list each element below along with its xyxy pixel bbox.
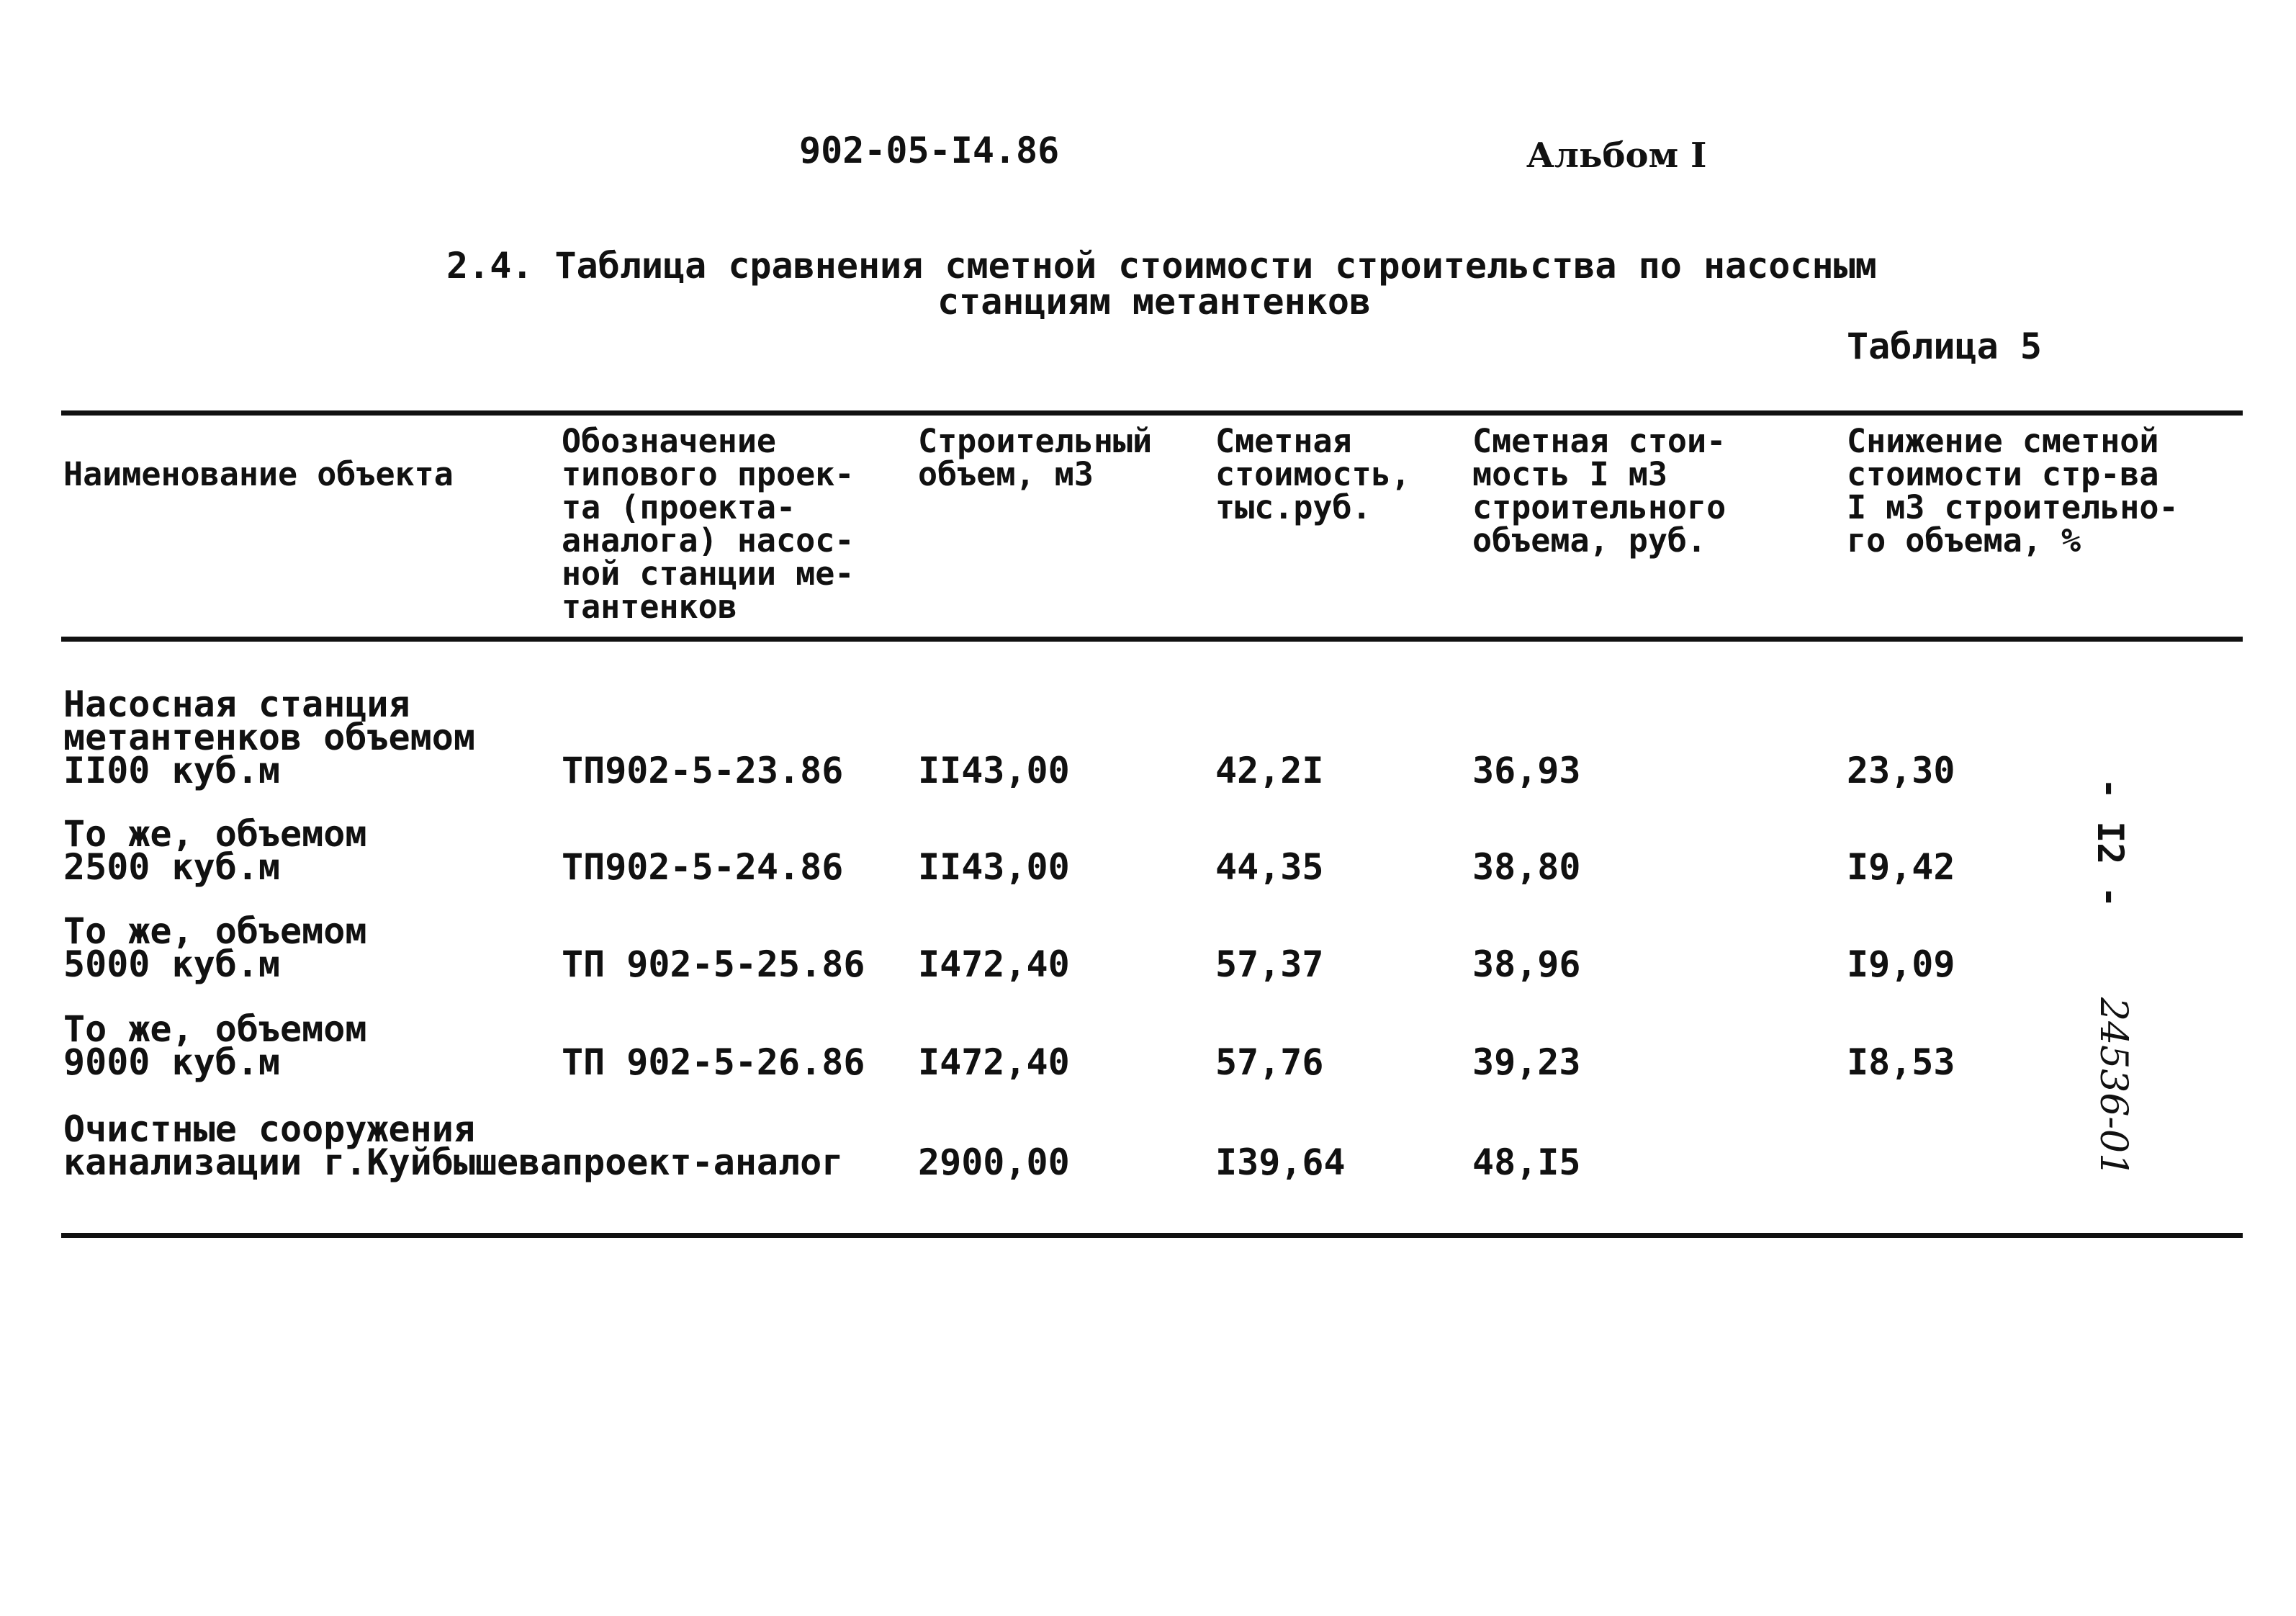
- row-5-name: Очистные сооружения канализации г.Куйбышева: [63, 1108, 562, 1183]
- row-2-volume: II43,00: [918, 846, 1070, 888]
- inventory-number: 24536-01: [2092, 997, 2135, 1177]
- row-1-volume: II43,00: [918, 750, 1070, 791]
- row-2-unit-cost: 38,80: [1472, 846, 1581, 888]
- row-3-reduction: I9,09: [1847, 943, 1955, 985]
- row-2-reduction: I9,42: [1847, 846, 1955, 888]
- row-4-name: То же, объемом 9000 куб.м: [63, 1008, 367, 1083]
- table-top-rule: [61, 410, 2243, 416]
- column-header-unit-cost: Сметная стои- мость I м3 строительного объема, руб.: [1472, 422, 1726, 560]
- row-3-volume: I472,40: [918, 943, 1070, 985]
- column-header-reduction: Снижение сметной стоимости стр-ва I м3 строительно- го объема, %: [1847, 422, 2179, 560]
- row-4-cost: 57,76: [1215, 1041, 1324, 1083]
- row-3-name: То же, объемом 5000 куб.м: [63, 910, 367, 985]
- row-1-cost: 42,2I: [1215, 750, 1324, 791]
- table-bottom-rule: [61, 1233, 2243, 1238]
- row-1-unit-cost: 36,93: [1472, 750, 1581, 791]
- row-4-project: ТП 902-5-26.86: [562, 1041, 865, 1083]
- row-5-unit-cost: 48,I5: [1472, 1141, 1581, 1183]
- column-header-volume: Строительный объем, м3: [918, 422, 1153, 493]
- row-2-name: То же, объемом 2500 куб.м: [63, 813, 367, 888]
- row-1-project: ТП902-5-23.86: [562, 750, 844, 791]
- column-header-name: Наименование объекта: [63, 455, 454, 493]
- table-title-line-1: 2.4. Таблица сравнения сметной стоимости строительства по насосным: [446, 245, 1877, 287]
- table-header-rule: [61, 637, 2243, 642]
- row-3-unit-cost: 38,96: [1472, 943, 1581, 985]
- page-number: - I2 -: [2089, 778, 2131, 908]
- row-1-reduction: 23,30: [1847, 750, 1955, 791]
- row-2-cost: 44,35: [1215, 846, 1324, 888]
- row-4-reduction: I8,53: [1847, 1041, 1955, 1083]
- row-2-project: ТП902-5-24.86: [562, 846, 844, 888]
- album-label: Альбом I: [1526, 135, 1707, 176]
- row-5-project: проект-аналог: [562, 1141, 844, 1183]
- row-3-cost: 57,37: [1215, 943, 1324, 985]
- document-code: 902-05-I4.86: [799, 130, 1060, 171]
- row-4-volume: I472,40: [918, 1041, 1070, 1083]
- row-5-cost: I39,64: [1215, 1141, 1346, 1183]
- row-5-volume: 2900,00: [918, 1141, 1070, 1183]
- column-header-project: Обозначение типового проек- та (проекта- аналога) насос- ной станции ме- тантенков: [562, 422, 855, 626]
- row-1-name: Насосная станция метантенков объемом II00 куб.м: [63, 683, 475, 791]
- table-title-line-2: станциям метантенков: [937, 281, 1372, 323]
- row-3-project: ТП 902-5-25.86: [562, 943, 865, 985]
- table-number: Таблица 5: [1847, 326, 2042, 367]
- row-4-unit-cost: 39,23: [1472, 1041, 1581, 1083]
- column-header-cost: Сметная стоимость, тыс.руб.: [1215, 422, 1410, 526]
